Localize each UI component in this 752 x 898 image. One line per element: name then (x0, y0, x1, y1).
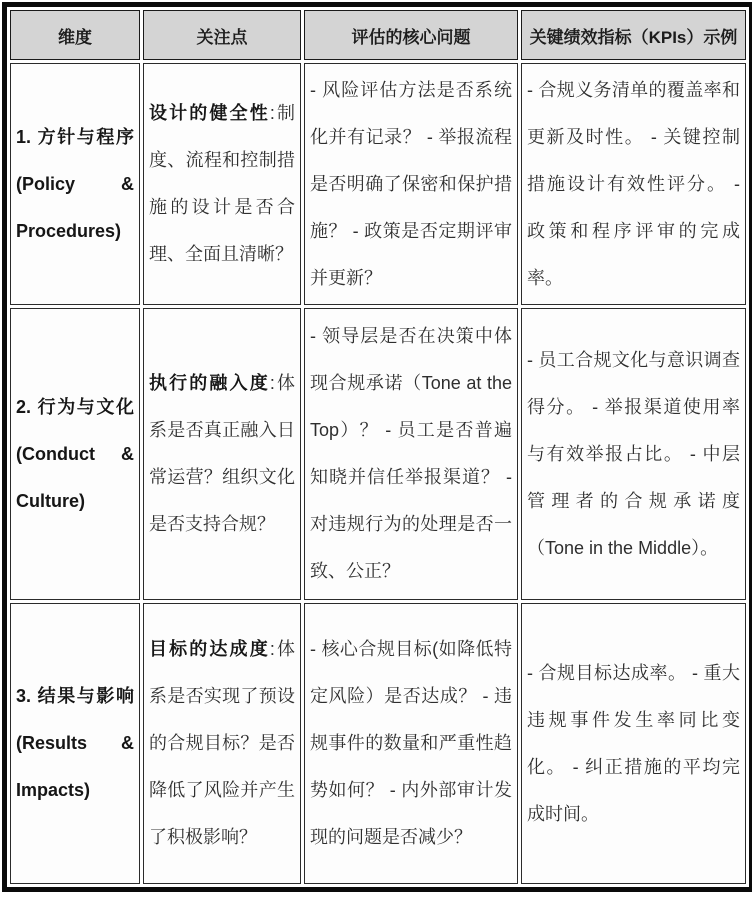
questions-cell: - 领导层是否在决策中体现合规承诺（Tone at the Top）？ - 员工是否普遍知晓并信任举报渠道？ - 对违规行为的处理是否一致、公正？ (304, 308, 518, 600)
focus-cell (143, 308, 301, 600)
focus-description: :体系是否真正融入日常运营？组织文化是否支持合规？ (149, 373, 295, 534)
column-header-questions: 评估的核心问题 (304, 10, 518, 60)
dimension-cell: 1. 方针与程序 (Policy & Procedures) (10, 63, 140, 305)
focus-cell (143, 63, 301, 305)
focus-term: 设计的健全性 (149, 103, 270, 123)
table-row-conduct-culture (10, 308, 746, 600)
kpis-cell: - 合规义务清单的覆盖率和更新及时性。 - 关键控制措施设计有效性评分。 - 政策和程序评审的完成率。 (521, 63, 746, 305)
dimension-cell: 2. 行为与文化 (Conduct & Culture) (10, 308, 140, 600)
column-header-kpis: 关键绩效指标（KPIs）示例 (521, 10, 746, 60)
focus-term: 执行的融入度 (149, 373, 270, 393)
kpis-cell: - 员工合规文化与意识调查得分。 - 举报渠道使用率与有效举报占比。 - 中层管理者的合规承诺度（Tone in the Middle）。 (521, 308, 746, 600)
column-header-focus: 关注点 (143, 10, 301, 60)
compliance-kpi-table (2, 2, 752, 892)
dimension-cell: 3. 结果与影响 (Results & Impacts) (10, 603, 140, 884)
focus-cell (143, 603, 301, 884)
column-header-dimension: 维度 (10, 10, 140, 60)
questions-cell: - 核心合规目标(如降低特定风险）是否达成？ - 违规事件的数量和严重性趋势如何？ - 内外部审计发现的问题是否减少？ (304, 603, 518, 884)
table-row-policy-procedures (10, 63, 746, 305)
kpis-cell: - 合规目标达成率。 - 重大违规事件发生率同比变化。 - 纠正措施的平均完成时间。 (521, 603, 746, 884)
focus-description: :体系是否实现了预设的合规目标？是否降低了风险并产生了积极影响？ (149, 639, 295, 847)
focus-term: 目标的达成度 (149, 639, 270, 659)
focus-description: :制度、流程和控制措施的设计是否合理、全面且清晰？ (149, 103, 295, 264)
table-row-results-impacts (10, 603, 746, 884)
questions-cell: - 风险评估方法是否系统化并有记录？ - 举报流程是否明确了保密和保护措施？ - 政策是否定期评审并更新？ (304, 63, 518, 305)
header-row (10, 10, 746, 60)
